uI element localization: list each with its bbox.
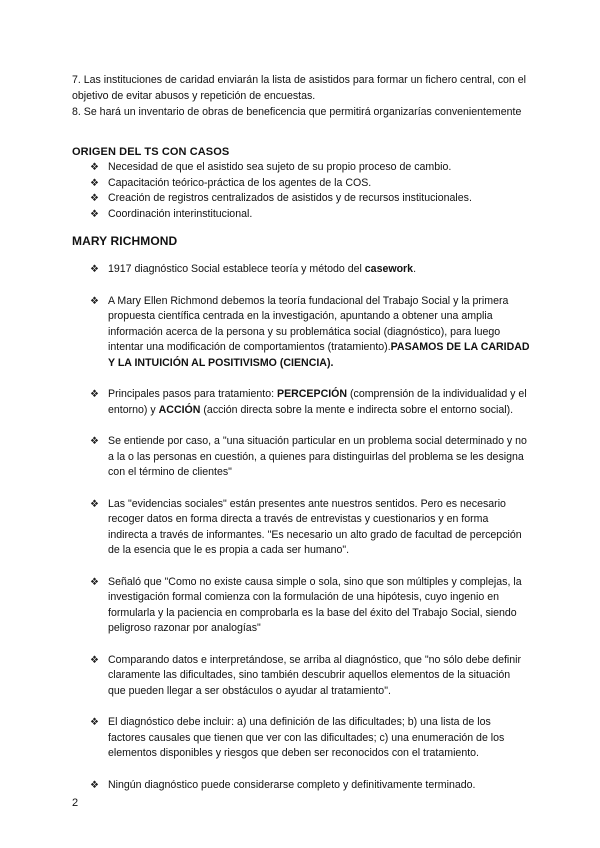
- diamond-bullet-icon: ❖: [90, 264, 99, 275]
- diamond-bullet-icon: ❖: [90, 576, 99, 588]
- diamond-bullet-icon: ❖: [90, 177, 99, 189]
- origen-list: [90, 160, 530, 222]
- diamond-bullet-icon: ❖: [90, 654, 99, 666]
- list-item: ❖ Necesidad de que el asistido sea sujeto de su propio proceso de cambio.: [90, 160, 530, 176]
- diamond-bullet-icon: ❖: [90, 717, 99, 728]
- paragraph-7: 7. Las instituciones de caridad enviarán la lista de asistidos para formar un fichero central, con el objetivo de evitar abusos y repetición de encuestas.: [72, 74, 527, 102]
- list-item: ❖ Se entiende por caso, a "una situación particular en un problema social determinado y no a la o las personas en cuestión, a quienes para distinguirlas del problema se les designa con el término de clientes": [90, 435, 527, 478]
- mary-richmond-list: [90, 262, 530, 793]
- list-item: ❖ Las "evidencias sociales" están presentes ante nuestros sentidos. Pero es necesario recoger datos en forma directa a través de entrevistas y cuestionarios y en forma indirecta a través de informantes. "Es necesario un alto grado de facultad de percepción de la esencia que le es propia a cada ser humano".: [90, 497, 522, 556]
- diamond-bullet-icon: ❖: [90, 779, 99, 791]
- list-item: ❖ Coordinación interinstitucional.: [90, 207, 530, 223]
- diamond-bullet-icon: ❖: [90, 389, 99, 400]
- paragraph-8: 8. Se hará un inventario de obras de beneficencia que permitirá organizarías convenientemente: [72, 106, 522, 118]
- diamond-bullet-icon: ❖: [90, 208, 99, 220]
- diamond-bullet-icon: ❖: [90, 498, 99, 510]
- list-item: ❖ Comparando datos e interpretándose, se arriba al diagnóstico, que "no sólo debe definir claramente las dificultades, sino también descubrir aquellos elementos de la situación que pueden llegar a ser obstáculos o ayudar al tratamiento".: [90, 653, 522, 697]
- list-item: ❖ El diagnóstico debe incluir: a) una definición de las dificultades; b) una lista de los factores causales que tienen que ver con las dificultades; c) una enumeración de los elementos disponibles y riesgos que deben ser reconocidos con el tratamiento.: [90, 716, 505, 759]
- heading-origen: ORIGEN DEL TS CON CASOS: [72, 146, 230, 158]
- list-item: ❖ Principales pasos para tratamiento: PERCEPCIÓN (comprensión de la individualidad y el entorno) y ACCIÓN (acción directa sobre la mente e indirecta sobre el entorno social).: [90, 388, 527, 416]
- list-item: ❖ 1917 diagnóstico Social establece teoría y método del casework.: [90, 262, 530, 278]
- list-item: ❖ A Mary Ellen Richmond debemos la teoría fundacional del Trabajo Social y la primera propuesta científica centrada en la investigación, apuntando a obtener una amplia información acerca de la persona y su problemática social (diagnóstico), para luego intentar una modificación de comportamientos (tratamiento).PASAMOS DE LA CARIDAD Y LA INTUICIÓN AL POSITIVISMO (CIENCIA).: [90, 294, 530, 369]
- list-item: ❖ Ningún diagnóstico puede considerarse completo y definitivamente terminado.: [90, 778, 530, 794]
- diamond-bullet-icon: ❖: [90, 436, 99, 447]
- diamond-bullet-icon: ❖: [90, 295, 99, 307]
- diamond-bullet-icon: ❖: [90, 193, 99, 204]
- intro-paragraphs: [72, 72, 532, 120]
- page-number: 2: [72, 797, 79, 809]
- list-item: ❖ Señaló que "Como no existe causa simple o sola, sino que son múltiples y complejas, la investigación formal comienza con la formulación de una hipótesis, cuyo ingenio en formularla y la paciencia en comprobarla es la base del éxito del Trabajo Social, siendo peligroso razonar por analogías": [90, 575, 522, 634]
- list-item: ❖ Creación de registros centralizados de asistidos y de recursos institucionales.: [90, 191, 530, 207]
- heading-mary-richmond: MARY RICHMOND: [72, 234, 178, 248]
- list-item: ❖ Capacitación teórico-práctica de los agentes de la COS.: [90, 176, 530, 192]
- diamond-bullet-icon: ❖: [90, 162, 99, 173]
